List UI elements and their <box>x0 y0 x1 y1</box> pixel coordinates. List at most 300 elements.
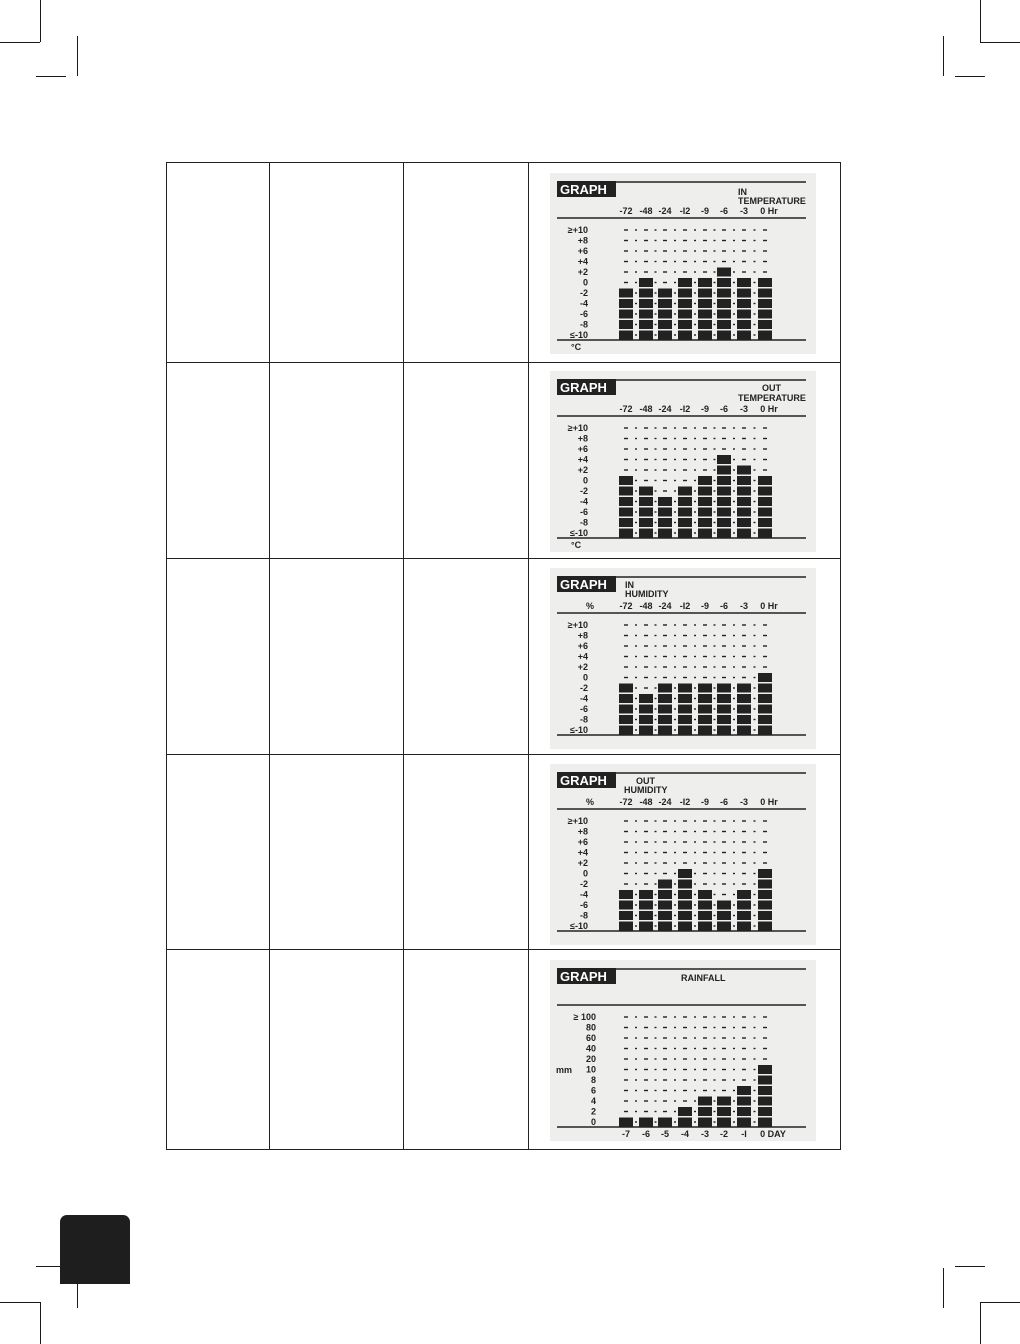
separator-dash <box>674 873 676 874</box>
bar-segment <box>717 694 731 703</box>
separator-dash <box>655 427 657 428</box>
bar-segment <box>678 705 692 714</box>
empty-dash <box>763 1037 767 1038</box>
separator-dash <box>655 687 657 688</box>
empty-dash <box>703 666 707 667</box>
empty-dash <box>663 459 667 460</box>
graph-svg <box>550 568 816 749</box>
separator-dash <box>674 229 676 230</box>
separator-dash <box>694 511 696 512</box>
bar-segment <box>639 278 653 287</box>
bar-segment <box>619 529 633 538</box>
separator-dash <box>714 334 716 335</box>
empty-dash <box>683 841 687 842</box>
graph-title-line: RAINFALL <box>681 973 726 983</box>
separator-dash <box>635 729 637 730</box>
empty-dash <box>722 841 726 842</box>
row-label: +2 <box>577 858 588 868</box>
separator-dash <box>694 480 696 481</box>
bar-segment <box>658 705 672 714</box>
empty-dash <box>683 469 687 470</box>
graph-panel-out-temperature <box>550 371 816 552</box>
bar-segment <box>619 901 633 910</box>
separator-dash <box>694 677 696 678</box>
separator-dash <box>714 261 716 262</box>
empty-dash <box>742 240 746 241</box>
row-label: +8 <box>577 630 588 641</box>
bar-segment <box>619 684 633 693</box>
empty-dash <box>763 1058 767 1059</box>
bar-segment <box>678 508 692 517</box>
empty-dash <box>624 862 628 863</box>
empty-dash <box>644 1048 648 1049</box>
separator-dash <box>714 677 716 678</box>
row-label: +4 <box>577 454 588 465</box>
bar-segment <box>737 476 751 485</box>
empty-dash <box>742 1016 746 1017</box>
empty-dash <box>722 635 726 636</box>
bar-segment <box>639 299 653 308</box>
separator-dash <box>635 511 637 512</box>
bar-segment <box>658 529 672 538</box>
empty-dash <box>644 635 648 636</box>
separator-dash <box>714 1069 716 1070</box>
bar-segment <box>737 705 751 714</box>
bar-segment <box>717 922 731 931</box>
empty-dash <box>644 1079 648 1080</box>
separator-dash <box>754 427 756 428</box>
bar-segment <box>619 1118 633 1127</box>
bar-segment <box>678 922 692 931</box>
empty-dash <box>763 271 767 272</box>
separator-dash <box>714 490 716 491</box>
separator-dash <box>754 448 756 449</box>
empty-dash <box>742 831 746 832</box>
separator-dash <box>754 229 756 230</box>
separator-dash <box>635 677 637 678</box>
row-label: 0 <box>582 672 588 683</box>
separator-dash <box>714 438 716 439</box>
empty-dash <box>742 1027 746 1028</box>
separator-dash <box>674 1027 676 1028</box>
time-axis-label: -24 <box>658 797 672 807</box>
separator-dash <box>674 532 676 533</box>
empty-dash <box>742 656 746 657</box>
separator-dash <box>733 624 735 625</box>
separator-dash <box>754 862 756 863</box>
empty-dash <box>624 624 628 625</box>
separator-dash <box>655 1069 657 1070</box>
bar-segment <box>758 278 772 287</box>
separator-dash <box>635 1090 637 1091</box>
empty-dash <box>703 645 707 646</box>
bar-segment <box>717 911 731 920</box>
separator-dash <box>754 698 756 699</box>
bar-segment <box>758 331 772 340</box>
separator-dash <box>714 1079 716 1080</box>
empty-dash <box>683 480 687 481</box>
separator-dash <box>733 915 735 916</box>
day-axis-label: -3 <box>700 1129 710 1139</box>
separator-dash <box>674 656 676 657</box>
bar-segment <box>737 715 751 724</box>
separator-dash <box>694 1016 696 1017</box>
separator-dash <box>714 841 716 842</box>
bar-segment <box>717 1107 731 1116</box>
row-label: +2 <box>577 662 588 672</box>
separator-dash <box>694 1111 696 1112</box>
empty-dash <box>722 852 726 853</box>
bar-segment <box>619 705 633 714</box>
empty-dash <box>703 852 707 853</box>
bar-segment <box>658 890 672 899</box>
separator-dash <box>733 904 735 905</box>
bar-segment <box>619 299 633 308</box>
separator-dash <box>655 282 657 283</box>
separator-dash <box>655 904 657 905</box>
empty-dash <box>644 841 648 842</box>
empty-dash <box>742 271 746 272</box>
separator-dash <box>674 427 676 428</box>
separator-dash <box>674 303 676 304</box>
graph-title-line: IN <box>625 580 634 590</box>
row-label: +8 <box>577 826 588 837</box>
empty-dash <box>722 1058 726 1059</box>
empty-dash <box>644 624 648 625</box>
separator-dash <box>733 292 735 293</box>
empty-dash <box>763 635 767 636</box>
separator-dash <box>694 904 696 905</box>
empty-dash <box>683 1027 687 1028</box>
empty-dash <box>683 852 687 853</box>
bar-segment <box>717 289 731 298</box>
separator-dash <box>714 656 716 657</box>
row-label: -4 <box>579 298 588 309</box>
bar-segment <box>717 320 731 329</box>
empty-dash <box>624 656 628 657</box>
separator-dash <box>674 645 676 646</box>
bar-segment <box>698 487 712 496</box>
separator-dash <box>655 1090 657 1091</box>
separator-dash <box>655 313 657 314</box>
bar-segment <box>678 726 692 735</box>
time-axis-label: -6 <box>719 601 729 611</box>
graph-badge-label: GRAPH <box>560 577 607 592</box>
empty-dash <box>763 841 767 842</box>
bar-segment <box>737 508 751 517</box>
separator-dash <box>754 282 756 283</box>
bar-segment <box>678 518 692 527</box>
empty-dash <box>624 448 628 449</box>
separator-dash <box>694 894 696 895</box>
separator-dash <box>714 635 716 636</box>
graph-unit-label: % <box>586 797 595 807</box>
empty-dash <box>663 862 667 863</box>
empty-dash <box>742 1058 746 1059</box>
separator-dash <box>655 229 657 230</box>
empty-dash <box>644 1069 648 1070</box>
empty-dash <box>644 852 648 853</box>
separator-dash <box>674 1058 676 1059</box>
bar-segment <box>717 487 731 496</box>
separator-dash <box>674 490 676 491</box>
empty-dash <box>683 1090 687 1091</box>
empty-dash <box>703 459 707 460</box>
time-axis-label: -I2 <box>679 404 691 414</box>
empty-dash <box>624 1111 628 1112</box>
empty-dash <box>683 645 687 646</box>
page-tab <box>60 1215 130 1284</box>
empty-dash <box>624 427 628 428</box>
separator-dash <box>733 1090 735 1091</box>
bar-segment <box>619 890 633 899</box>
empty-dash <box>703 469 707 470</box>
separator-dash <box>655 915 657 916</box>
empty-dash <box>624 883 628 884</box>
time-axis-label: -72 <box>619 206 633 216</box>
bar-segment <box>619 487 633 496</box>
empty-dash <box>763 1016 767 1017</box>
separator-dash <box>714 324 716 325</box>
bar-segment <box>698 529 712 538</box>
graph-content <box>557 576 806 735</box>
separator-dash <box>733 459 735 460</box>
row-label: -2 <box>579 288 588 298</box>
bar-segment <box>639 715 653 724</box>
bar-segment <box>619 331 633 340</box>
empty-dash <box>663 1037 667 1038</box>
day-axis-label: -4 <box>680 1129 690 1139</box>
bar-segment <box>717 466 731 475</box>
graph-title-line: TEMPERATURE <box>738 196 806 206</box>
bar-segment <box>758 705 772 714</box>
separator-dash <box>733 635 735 636</box>
separator-dash <box>733 427 735 428</box>
separator-dash <box>635 501 637 502</box>
bar-segment <box>619 715 633 724</box>
empty-dash <box>624 1048 628 1049</box>
separator-dash <box>655 334 657 335</box>
separator-dash <box>714 240 716 241</box>
separator-dash <box>635 334 637 335</box>
empty-dash <box>683 459 687 460</box>
empty-dash <box>644 831 648 832</box>
separator-dash <box>635 240 637 241</box>
empty-dash <box>742 438 746 439</box>
empty-dash <box>722 666 726 667</box>
empty-dash <box>683 624 687 625</box>
time-axis-label: -72 <box>619 601 633 611</box>
separator-dash <box>674 883 676 884</box>
separator-dash <box>733 1016 735 1017</box>
bar-segment <box>758 1097 772 1106</box>
empty-dash <box>683 1058 687 1059</box>
empty-dash <box>663 282 667 283</box>
bar-segment <box>737 320 751 329</box>
separator-dash <box>655 831 657 832</box>
separator-dash <box>754 635 756 636</box>
separator-dash <box>694 1121 696 1122</box>
separator-dash <box>754 624 756 625</box>
separator-dash <box>635 841 637 842</box>
separator-dash <box>714 894 716 895</box>
bar-segment <box>658 715 672 724</box>
empty-dash <box>624 240 628 241</box>
row-label: +2 <box>577 267 588 277</box>
empty-dash <box>722 873 726 874</box>
bar-segment <box>619 320 633 329</box>
graph-content <box>557 379 806 550</box>
bar-segment <box>717 901 731 910</box>
separator-dash <box>674 841 676 842</box>
graph-title-line: HUMIDITY <box>624 785 668 795</box>
bar-segment <box>698 476 712 485</box>
bar-segment <box>658 684 672 693</box>
bar-segment <box>619 497 633 506</box>
empty-dash <box>663 1058 667 1059</box>
bar-segment <box>658 310 672 319</box>
bar-segment <box>619 726 633 735</box>
time-axis-label: -3 <box>739 601 749 611</box>
bar-segment <box>698 1118 712 1127</box>
empty-dash <box>663 841 667 842</box>
row-label: ≥+10 <box>567 423 588 433</box>
empty-dash <box>663 261 667 262</box>
graph-title-line: HUMIDITY <box>625 589 669 599</box>
separator-dash <box>694 656 696 657</box>
separator-dash <box>694 883 696 884</box>
empty-dash <box>722 862 726 863</box>
separator-dash <box>674 511 676 512</box>
graph-panel-out-humidity <box>550 764 816 945</box>
bar-segment <box>658 922 672 931</box>
bar-segment <box>678 497 692 506</box>
empty-dash <box>644 687 648 688</box>
separator-dash <box>655 438 657 439</box>
empty-dash <box>763 666 767 667</box>
separator-dash <box>635 271 637 272</box>
empty-dash <box>683 1037 687 1038</box>
separator-dash <box>714 883 716 884</box>
separator-dash <box>694 1079 696 1080</box>
empty-dash <box>624 469 628 470</box>
row-label: -8 <box>579 517 588 528</box>
separator-dash <box>733 511 735 512</box>
separator-dash <box>655 532 657 533</box>
bar-segment <box>698 278 712 287</box>
empty-dash <box>663 250 667 251</box>
bar-segment <box>639 529 653 538</box>
empty-dash <box>683 229 687 230</box>
separator-dash <box>655 1016 657 1017</box>
separator-dash <box>714 522 716 523</box>
bar-segment <box>717 529 731 538</box>
separator-dash <box>694 852 696 853</box>
separator-dash <box>754 1016 756 1017</box>
separator-dash <box>694 271 696 272</box>
separator-dash <box>635 480 637 481</box>
empty-dash <box>644 448 648 449</box>
bar-segment <box>737 1097 751 1106</box>
empty-dash <box>763 820 767 821</box>
separator-dash <box>674 635 676 636</box>
bar-segment <box>678 331 692 340</box>
row-label: -4 <box>579 496 588 507</box>
empty-dash <box>644 656 648 657</box>
separator-dash <box>635 229 637 230</box>
separator-dash <box>733 229 735 230</box>
separator-dash <box>694 708 696 709</box>
bar-segment <box>698 320 712 329</box>
separator-dash <box>694 1100 696 1101</box>
row-label: 2 <box>590 1106 596 1117</box>
empty-dash <box>624 1069 628 1070</box>
time-axis-label: -9 <box>700 404 710 414</box>
bar-segment <box>639 694 653 703</box>
empty-dash <box>683 635 687 636</box>
separator-dash <box>714 915 716 916</box>
day-axis-label: 0 DAY <box>760 1129 786 1139</box>
empty-dash <box>683 666 687 667</box>
separator-dash <box>674 250 676 251</box>
graph-content <box>557 772 806 931</box>
graph-content <box>557 181 806 352</box>
bar-segment <box>758 715 772 724</box>
separator-dash <box>733 645 735 646</box>
separator-dash <box>694 261 696 262</box>
empty-dash <box>763 438 767 439</box>
separator-dash <box>733 1048 735 1049</box>
separator-dash <box>655 1100 657 1101</box>
separator-dash <box>754 1058 756 1059</box>
separator-dash <box>754 292 756 293</box>
separator-dash <box>714 459 716 460</box>
empty-dash <box>624 282 628 283</box>
separator-dash <box>714 1016 716 1017</box>
time-axis-label: -9 <box>700 601 710 611</box>
bar-segment <box>737 466 751 475</box>
separator-dash <box>694 1048 696 1049</box>
empty-dash <box>663 1111 667 1112</box>
empty-dash <box>763 852 767 853</box>
separator-dash <box>655 490 657 491</box>
separator-dash <box>655 677 657 678</box>
separator-dash <box>655 852 657 853</box>
row-label: +8 <box>577 433 588 444</box>
separator-dash <box>714 1090 716 1091</box>
separator-dash <box>694 831 696 832</box>
separator-dash <box>733 656 735 657</box>
empty-dash <box>663 873 667 874</box>
bar-segment <box>678 694 692 703</box>
empty-dash <box>703 1027 707 1028</box>
separator-dash <box>754 240 756 241</box>
empty-dash <box>644 1100 648 1101</box>
separator-dash <box>733 532 735 533</box>
separator-dash <box>674 1090 676 1091</box>
bar-segment <box>698 911 712 920</box>
bar-segment <box>639 497 653 506</box>
separator-dash <box>674 677 676 678</box>
empty-dash <box>742 427 746 428</box>
time-axis-label: -I2 <box>679 797 691 807</box>
separator-dash <box>754 459 756 460</box>
separator-dash <box>714 448 716 449</box>
separator-dash <box>635 282 637 283</box>
separator-dash <box>714 666 716 667</box>
bar-segment <box>737 1107 751 1116</box>
separator-dash <box>733 708 735 709</box>
